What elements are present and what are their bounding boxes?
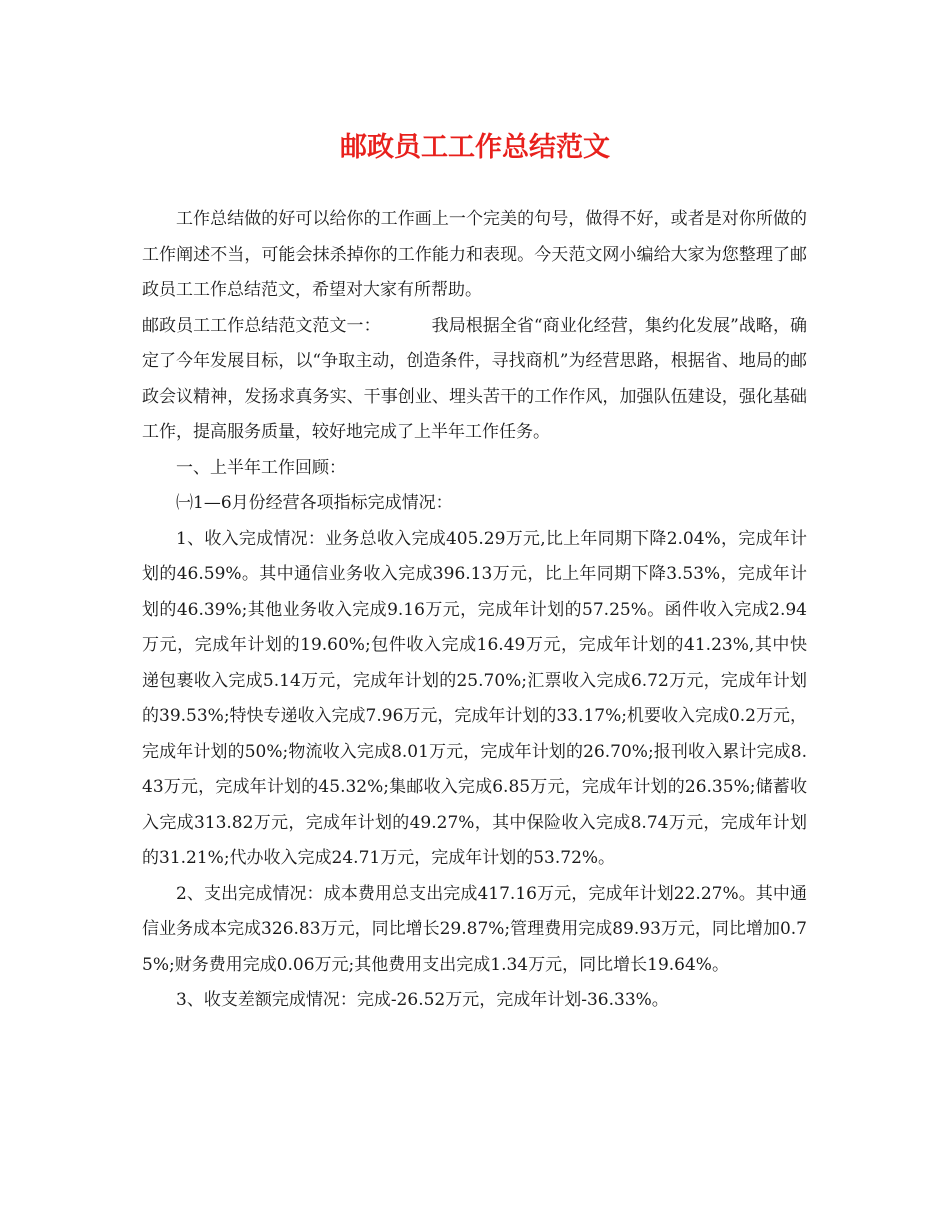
sample-heading: 邮政员工工作总结范文范文一： [142, 315, 381, 336]
income-paragraph: 1、收入完成情况：业务总收入完成405.29万元,比上年同期下降2.04%，完成年计划的46.59%。其中通信业务收入完成396.13万元，比上年同期下降3.53%，完成年计划的46.39%;其他业务收入完成9.16万元，完成年计划的57.25%。函件收入完成2.94万元，完成年计划的19.60%;包件收入完成16.49万元，完成年计划的41.23%,其中快递包裹收入完成5.14万元，完成年计划的25.70%;汇票收入完成6.72万元，完成年计划的39.53%;特快专递收入完成7.96万元，完成年计划的33.17%;机要收入完成0.2万元，完成年计划的50%;物流收入完成8.01万元，完成年计划的26.70%;报刊收入累计完成8.43万元，完成年计划的45.32%;集邮收入完成6.85万元，完成年计划的26.35%;储蓄收入完成313.82万元，完成年计划的49.27%，其中保险收入完成8.74万元，完成年计划的31.21%;代办收入完成24.71万元，完成年计划的53.72%。 [142, 528, 807, 868]
intro-paragraph: 工作总结做的好可以给你的工作画上一个完美的句号，做得不好，或者是对你所做的工作阐述不当，可能会抹杀掉你的工作能力和表现。今天范文网小编给大家为您整理了邮政员工工作总结范文，希望对大家有所帮助。 [142, 209, 807, 300]
section-heading-review: 一、上半年工作回顾： [176, 457, 346, 478]
document-title: 邮政员工工作总结范文 [340, 132, 610, 163]
expense-paragraph: 2、支出完成情况：成本费用总支出完成417.16万元，完成年计划22.27%。其中通信业务成本完成326.83万元，同比增长29.87%;管理费用完成89.93万元，同比增加0.75%;财务费用完成0.06万元;其他费用支出完成1.34万元，同比增长19.64%。 [142, 883, 807, 975]
document-body [142, 202, 807, 1019]
balance-paragraph: 3、收支差额完成情况：完成-26.52万元，完成年计划-36.33%。 [176, 990, 669, 1010]
subsection-heading-indicators: ㈠1—6月份经营各项指标完成情况： [176, 493, 453, 513]
sample-paragraph [142, 309, 807, 451]
sample-lead-text: 我局根据全省“商业化经营，集约化发展”战略，确定了今年发展目标，以“争取主动，创造条件，寻找商机”为经营思路，根据省、地局的邮政会议精神，发扬求真务实、干事创业、埋头苦干的工作作风，加强队伍建设，强化基础工作，提高服务质量，较好地完成了上半年工作任务。 [142, 315, 807, 442]
